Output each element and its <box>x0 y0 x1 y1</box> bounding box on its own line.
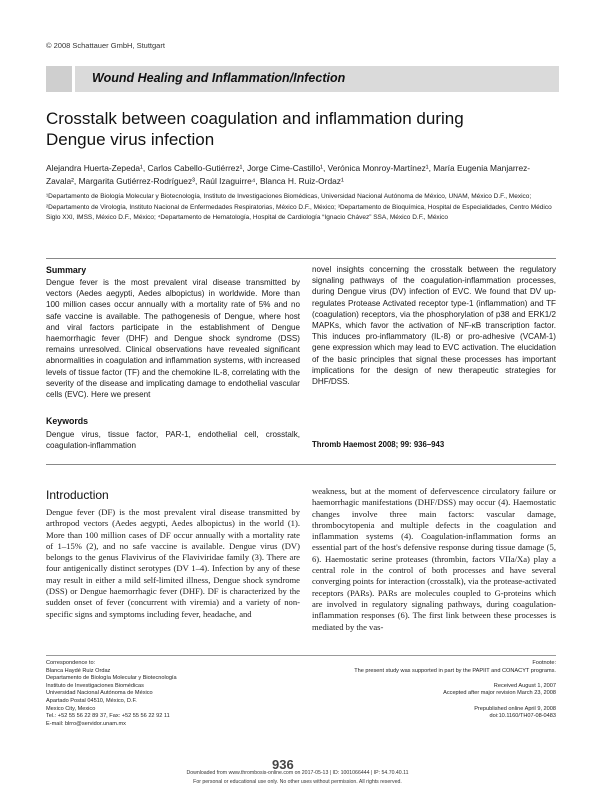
footnote-line: doi:10.1160/TH07-08-0483 <box>489 713 556 720</box>
summary-top-rule <box>46 258 556 259</box>
article-title: Crosstalk between coagulation and inflammation during Dengue virus infection <box>46 109 464 149</box>
download-notice: Downloaded from www.thrombosis-online.com on 2017-05-13 | ID: 1001066444 | IP: 54.70.40.11 <box>186 770 409 776</box>
usage-notice: For personal or educational use only. No other uses without permission. All rights reserved. <box>193 779 402 785</box>
correspondence-line: Apartado Postal 04510, México, D.F. <box>46 697 137 704</box>
footnote-line <box>300 675 556 683</box>
footnote-line: Prepublished online April 9, 2008 <box>474 705 556 712</box>
footnote-line: Footnote: <box>532 660 556 666</box>
author-list: Alejandra Huerta-Zepeda¹, Carlos Cabello-Gutiérrez¹, Jorge Cime-Castillo¹, Verónica Monroy-Martínez¹, María Eugenia Manjarrez-Zavala², Margarita Gutiérrez-Rodríguez³, Raúl Izaguirre⁴, Blanca H. Ruiz-Ordaz¹ <box>46 163 531 186</box>
correspondence-line: Blanca Haydé Ruiz Ordaz <box>46 667 111 674</box>
journal-citation: Thromb Haemost 2008; 99: 936–943 <box>312 440 445 449</box>
affiliations: ¹Departamento de Biología Molecular y Biotecnología, Instituto de Investigaciones Biomédicas, Universidad Nacional Autónoma de México, UNAM, México D.F., Mexico; ²Departamento de Virología, Instituto Nacional de Enfermedades Respiratorias, México D.F., México; ³Departamento de Bioquímica, Hospital de Especialidades, Centro Médico Siglo XXI, IMSS, México D.F., México; ⁴Departamento de Hematología, Hospital de Cardiología “Ignacio Chávez” SSA, México D.F., México <box>46 193 552 221</box>
correspondence-block <box>46 660 286 728</box>
introduction-heading: Introduction <box>46 488 109 502</box>
section-bar-accent <box>46 66 72 92</box>
footnote-line <box>300 698 556 706</box>
correspondence-line: E-mail: blrro@servidor.unam.mx <box>46 720 126 727</box>
correspondence-line: Tel.: +52 55 56 22 89 37, Fax: +52 55 56 22 92 11 <box>46 713 170 720</box>
footnote-block <box>300 660 556 721</box>
footnote-line: The present study was supported in part by the PAPIIT and CONACYT programs. <box>354 667 556 674</box>
footnote-line: Accepted after major revision March 23, 2008 <box>443 690 556 697</box>
summary-heading: Summary <box>46 265 87 275</box>
introduction-left-column: Dengue fever (DF) is the most prevalent viral disease transmitted by arthropod vectors (Aedes aegypti, Aedes albopictus) in the world (1). More than 100 million cases of DF occur annually with a mortality rate of 1–15% (2), and no safe vaccine is available. Dengue virus (DV) belongs to the genus Flavivirus of the Flaviviridae family (3). There are four antigenically distinct serotypes (DV 1–4). Infection by any of these may result in either a mild self-limited illness, Dengue shock syndrome (DSS) or Dengue haemorrhagic fever (DHF). DF is characterized by the sudden onset of fever (concurrent with viremia) and a variety of non-specific signs and symptoms including fever, headache, and <box>46 507 300 619</box>
summary-right-column: novel insights concerning the crosstalk between the regulatory signaling pathways of the coagulation-inflammation processes, during Dengue virus (DV) infection of EVC. We found that DV up-regulates Protease Activated receptor type-1 (inflammation) and TF (coagulation) receptors, via the phosphorylation of p38 and ERK1/2 MAPKs, which favor the activation of NF-κB transcription factor. This induces pro-inflammatory (IL-8) or pro-adhesive (VCAM-1) gene expression which may lead to EVC activation. The elucidation of the basic principles that signal these processes has important implications for the design of new therapeutic strategies for DHF/DSS. <box>312 265 556 387</box>
correspondence-line: Departamento de Biología Molecular y Biotecnología <box>46 675 177 682</box>
correspondence-line: Instituto de Investigaciones Biomédicas <box>46 682 144 689</box>
summary-bottom-rule <box>46 464 556 465</box>
correspondence-line: Universidad Nacional Autónoma de México <box>46 690 153 697</box>
keywords-heading: Keywords <box>46 416 89 426</box>
keywords-text: Dengue virus, tissue factor, PAR-1, endothelial cell, crosstalk, coagulation-inflammation <box>46 430 300 451</box>
correspondence-line: Correspondence to: <box>46 660 96 666</box>
section-label: Wound Healing and Inflammation/Infection <box>92 71 346 85</box>
copyright-line: © 2008 Schattauer GmbH, Stuttgart <box>46 41 165 50</box>
footer-rule <box>46 655 556 656</box>
page-number: 936 <box>272 757 294 772</box>
summary-left-column: Dengue fever is the most prevalent viral disease transmitted by vectors (Aedes aegypti, Aedes albopictus) in worldwide. More than 100 million cases occur annually with a mortality rate of 5% and no safe vaccine is available. The pathogenesis of Dengue, where host and viral factors participate in the establishment of Dengue haemorrhagic fever (DHF) and Dengue shock syndrome (DSS) remains unresolved. Clinical observations have revealed significant abnormalities in coagulation and inflammation systems, with increased levels of tissue factor (TF) and the chemokine IL-8, correlating with the severity of the disease and implicating damage to endothelial vascular cells (EVC). Here we present <box>46 278 300 400</box>
introduction-right-column: weakness, but at the moment of defervescence circulatory failure or haemorrhagic manifestations (DHF/DSS) may occur (4). Haemostatic changes involve three main factors: vascular damage, thrombocytopenia and multiple defects in the coagulation and inflammation systems (4). Coagulation-inflammation forms an essential part of the host's defensive response during tissue damage (5, 6). Haemostatic serine proteases (thrombin, factors VIIa/Xa) play a central role in the control of both processes and have several converging points for interaction (crosstalk), via the protease-activated receptors (PARs). PARs are molecules coupled to G-proteins which are involved in regulatory signaling pathways, during coagulation-inflammation responses (6). The first link between these processes is mediated by the vas- <box>312 486 556 632</box>
correspondence-line: Mexico City, Mexico <box>46 705 96 712</box>
footnote-line: Received August 1, 2007 <box>493 682 556 689</box>
